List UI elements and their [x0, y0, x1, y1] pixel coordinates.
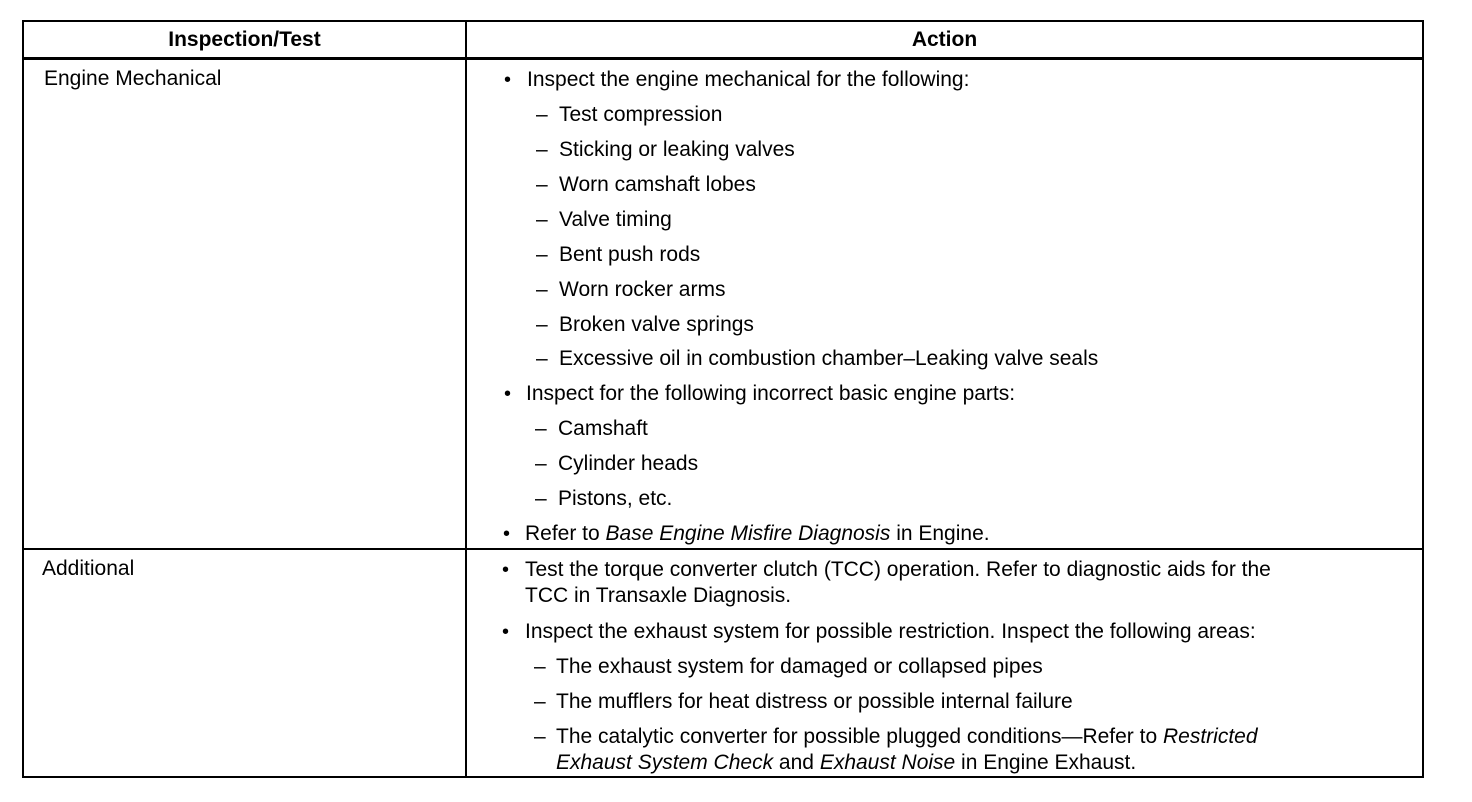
column-divider: [465, 22, 467, 776]
bullet-icon: •: [504, 383, 512, 405]
dash-icon: –: [535, 487, 547, 510]
action-subitem: The exhaust system for damaged or collapsed pipes: [556, 655, 1043, 678]
bullet-icon: •: [502, 559, 510, 581]
dash-icon: –: [534, 655, 546, 678]
action-bullet: Inspect for the following incorrect basic engine parts:: [526, 382, 1016, 405]
header-action: Action: [911, 28, 978, 51]
row-divider: [24, 548, 1422, 550]
action-subitem-reference: The catalytic converter for possible plugged conditions—Refer to Restricted: [556, 725, 1258, 748]
dash-icon: –: [536, 313, 548, 336]
action-bullet: Inspect the engine mechanical for the following:: [527, 68, 970, 91]
bullet-icon: •: [504, 69, 512, 91]
action-bullet-continuation: TCC in Transaxle Diagnosis.: [525, 584, 792, 607]
action-bullet: Test the torque converter clutch (TCC) operation. Refer to diagnostic aids for the: [525, 558, 1271, 581]
action-bullet-reference: Refer to Base Engine Misfire Diagnosis in Engine.: [525, 522, 990, 545]
row-label-additional: Additional: [42, 557, 135, 580]
dash-icon: –: [536, 208, 548, 231]
action-subitem: Excessive oil in combustion chamber–Leaking valve seals: [559, 347, 1099, 370]
action-subitem: Pistons, etc.: [558, 487, 673, 510]
action-subitem: Broken valve springs: [559, 313, 754, 336]
dash-icon: –: [535, 452, 547, 475]
dash-icon: –: [535, 417, 547, 440]
dash-icon: –: [536, 103, 548, 126]
dash-icon: –: [534, 690, 546, 713]
dash-icon: –: [536, 347, 548, 370]
dash-icon: –: [534, 725, 546, 748]
action-subitem: Worn camshaft lobes: [559, 173, 756, 196]
bullet-icon: •: [503, 523, 511, 545]
bullet-icon: •: [502, 621, 510, 643]
reference-title: Base Engine Misfire Diagnosis: [605, 522, 891, 545]
header-inspection-test: Inspection/Test: [168, 28, 321, 51]
reference-title: Exhaust Noise: [819, 751, 956, 774]
reference-title: Restricted: [1162, 725, 1258, 748]
action-bullet: Inspect the exhaust system for possible restriction. Inspect the following areas:: [525, 620, 1256, 643]
header-divider: [24, 57, 1422, 60]
action-subitem: Bent push rods: [559, 243, 701, 266]
dash-icon: –: [536, 173, 548, 196]
dash-icon: –: [536, 138, 548, 161]
action-subitem: Cylinder heads: [558, 452, 699, 475]
action-subitem: Valve timing: [559, 208, 672, 231]
dash-icon: –: [536, 243, 548, 266]
row-label-engine-mechanical: Engine Mechanical: [44, 67, 222, 90]
action-subitem: Camshaft: [558, 417, 648, 440]
action-subitem: Worn rocker arms: [559, 278, 726, 301]
action-subitem-continuation: Exhaust System Check and Exhaust Noise in Engine Exhaust.: [556, 751, 1137, 774]
action-subitem: Sticking or leaking valves: [559, 138, 795, 161]
action-subitem: The mufflers for heat distress or possible internal failure: [556, 690, 1073, 713]
reference-title: Exhaust System Check: [556, 751, 774, 774]
dash-icon: –: [536, 278, 548, 301]
action-subitem: Test compression: [559, 103, 723, 126]
diagnostic-table: [22, 20, 1424, 778]
